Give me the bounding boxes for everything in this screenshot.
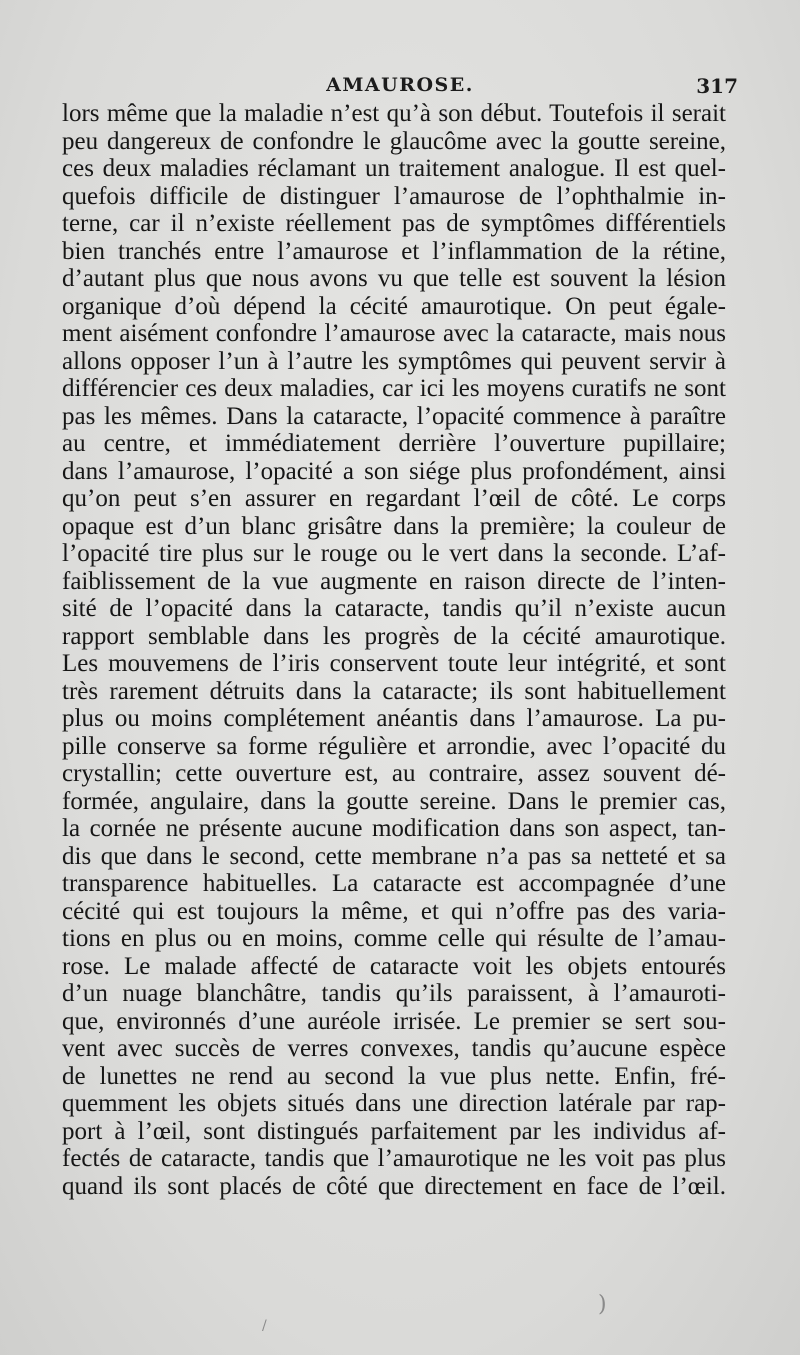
text-line: vent avec succès de verres convexes, tandis qu’aucune espèce [62,1035,726,1062]
body-text [62,100,726,1200]
text-line: pille conserve sa forme régulière et arrondie, avec l’opacité du [62,732,726,760]
text-line: port à l’œil, sont distingués parfaitement par les individus af- [62,1117,726,1145]
text-line: pas les mêmes. Dans la cataracte, l’opacité commence à paraître [62,402,726,430]
text-line: quefois difficile de distinguer l’amaurose de l’ophthalmie in- [62,182,726,210]
text-line: crystallin; cette ouverture est, au contraire, assez souvent dé- [62,760,726,787]
running-title: AMAUROSE. [326,74,474,96]
text-line: formée, angulaire, dans la goutte sereine. Dans le premier cas, [62,787,726,815]
text-line: rose. Le malade affecté de cataracte voit les objets entourés [62,952,726,980]
text-line: lors même que la maladie n’est qu’à son début. Toutefois il serait [62,100,726,127]
text-line: allons opposer l’un à l’autre les symptômes qui peuvent servir à [62,347,726,375]
text-line: fectés de cataracte, tandis que l’amaurotique ne les voit pas plus [62,1145,726,1172]
text-line: peu dangereux de confondre le glaucôme avec la goutte sereine, [62,127,726,155]
text-line: dans l’amaurose, l’opacité a son siége plus profondément, ainsi [62,457,726,485]
paper-blemish: / [262,1318,267,1334]
text-line: ces deux maladies réclamant un traitement analogue. Il est quel- [62,155,726,182]
text-line: de lunettes ne rend au second la vue plus nette. Enfin, fré- [62,1062,726,1090]
text-line: sité de l’opacité dans la cataracte, tandis qu’il n’existe aucun [62,595,726,622]
text-line: rapport semblable dans les progrès de la cécité amaurotique. [62,622,726,650]
text-line: tions en plus ou en moins, comme celle qui résulte de l’amau- [62,925,726,952]
text-line: l’opacité tire plus sur le rouge ou le vert dans la seconde. L’af- [62,540,726,567]
text-line: organique d’où dépend la cécité amaurotique. On peut égale- [62,292,726,320]
text-line: cécité qui est toujours la même, et qui n’offre pas des varia- [62,897,726,925]
text-line: quand ils sont placés de côté que directement en face de l’œil. [62,1172,726,1200]
text-line: terne, car il n’existe réellement pas de symptômes différentiels [62,210,726,237]
text-line: quemment les objets situés dans une direction latérale par rap- [62,1090,726,1117]
text-line: dis que dans le second, cette membrane n’a pas sa netteté et sa [62,842,726,870]
text-line: d’un nuage blanchâtre, tandis qu’ils paraissent, à l’amauroti- [62,980,726,1007]
text-line: très rarement détruits dans la cataracte; ils sont habituellement [62,677,726,705]
page-header [62,70,738,102]
text-line: d’autant plus que nous avons vu que telle est souvent la lésion [62,265,726,292]
text-line: Les mouvemens de l’iris conservent toute leur intégrité, et sont [62,650,726,677]
text-line: plus ou moins complétement anéantis dans l’amaurose. La pu- [62,705,726,732]
text-line: au centre, et immédiatement derrière l’ouverture pupillaire; [62,430,726,457]
text-line: que, environnés d’une auréole irrisée. Le premier se sert sou- [62,1007,726,1035]
text-line: opaque est d’un blanc grisâtre dans la première; la couleur de [62,512,726,540]
text-line: transparence habituelles. La cataracte est accompagnée d’une [62,870,726,897]
text-line: qu’on peut s’en assurer en regardant l’œil de côté. Le corps [62,485,726,512]
page-number: 317 [696,74,738,98]
text-line: différencier ces deux maladies, car ici les moyens curatifs ne sont [62,375,726,402]
text-line: bien tranchés entre l’amaurose et l’inflammation de la rétine, [62,237,726,265]
text-line: faiblissement de la vue augmente en raison directe de l’inten- [62,567,726,595]
text-line: la cornée ne présente aucune modification dans son aspect, tan- [62,815,726,842]
text-line: ment aisément confondre l’amaurose avec la cataracte, mais nous [62,320,726,347]
paper-blemish: ) [598,1292,607,1317]
